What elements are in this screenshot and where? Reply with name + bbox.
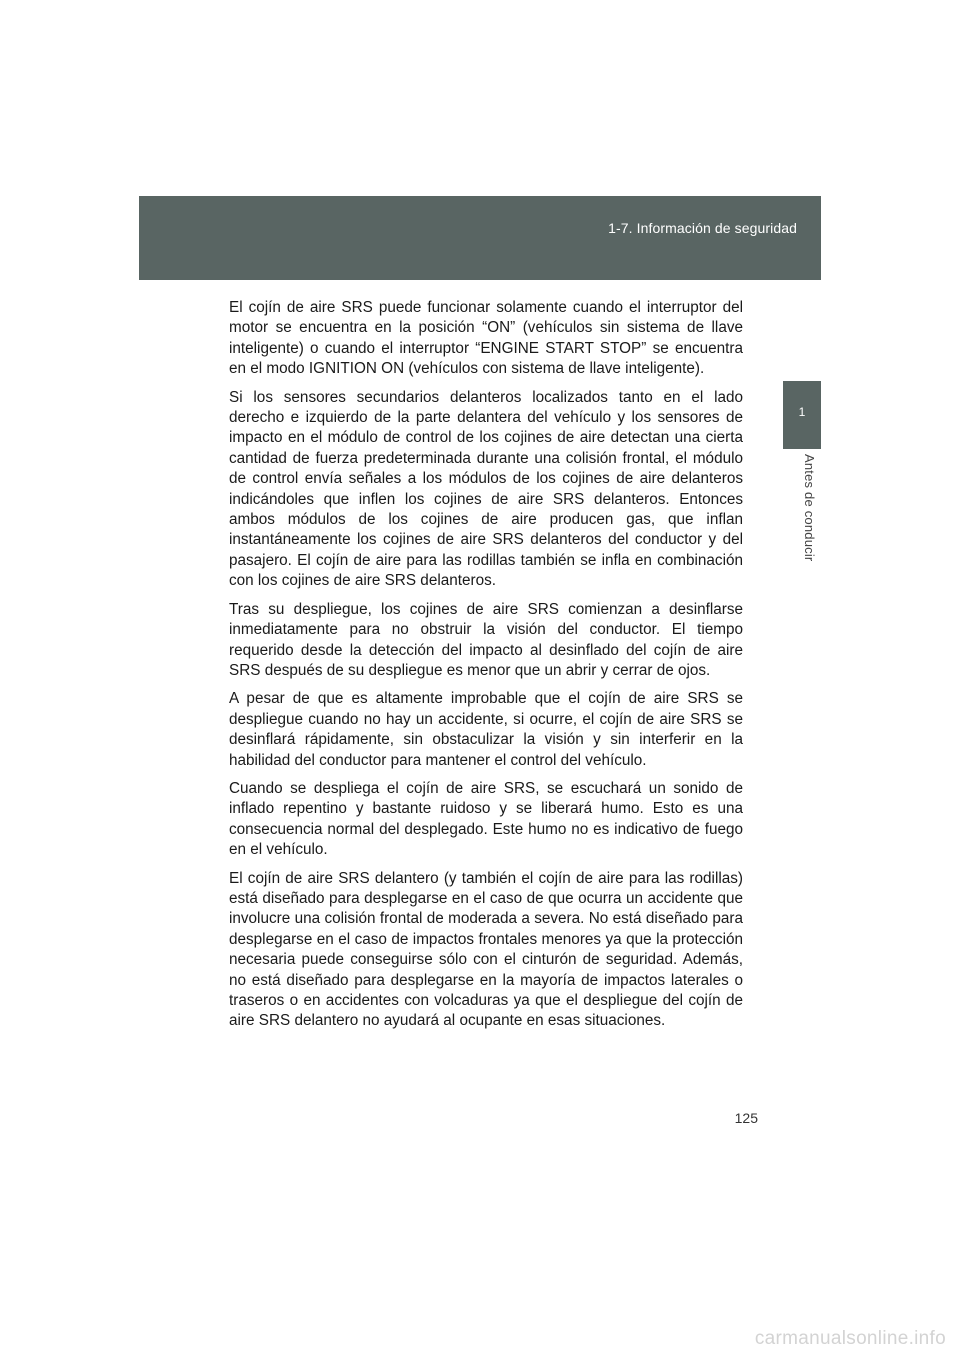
chapter-title: Antes de conducir <box>802 454 817 562</box>
chapter-tab <box>783 381 821 449</box>
chapter-number: 1 <box>798 405 806 419</box>
paragraph: A pesar de que es altamente improbable que el cojín de aire SRS se despliegue cuando no hay un accidente, si ocurre, el cojín de aire SRS se desinflará rápidamente, sin obstaculizar la visión y sin interferir en la habilidad del conductor para mantener el control del vehículo. <box>229 690 743 769</box>
paragraph: El cojín de aire SRS puede funcionar solamente cuando el interruptor del motor se encuentra en la posición “ON” (vehículos sin sistema de llave inteligente) o cuando el interruptor “ENGINE START STOP” se encuentra en el modo IGNITION ON (vehículos con sistema de llave inteligente). <box>229 299 743 378</box>
paragraph: Cuando se despliega el cojín de aire SRS, se escuchará un sonido de inflado repentino y bastante ruidoso y se liberará humo. Esto es una consecuencia normal del desplegado. Este humo no es indicativo de fuego en el vehículo. <box>229 779 743 859</box>
paragraph: El cojín de aire SRS delantero (y también el cojín de aire para las rodillas) está diseñado para desplegarse en el caso de que ocurra un accidente que involucre una colisión frontal de moderada a severa. No está diseñado para desplegarse en el caso de impactos frontales menores ya que la protección necesaria puede conseguirse sólo con el cinturón de seguridad. Además, no está diseñado para desplegarse en la mayoría de impactos laterales o traseros o en accidentes con volcaduras ya que el despliegue del cojín de aire SRS delantero no ayudará al ocupante en esas situaciones. <box>229 869 743 1030</box>
page-number: 125 <box>734 1110 758 1126</box>
section-header-band <box>139 196 821 280</box>
paragraph: Si los sensores secundarios delanteros localizados tanto en el lado derecho e izquierdo de la parte delantera del vehículo y los sensores de impacto en el módulo de control de los cojines de aire detectan una cierta cantidad de fuerza predeterminada durante una colisión frontal, el módulo de control envía señales a los módulos de los cojines de aire delanteros indicándoles que inflen los cojines de aire SRS delanteros. Entonces ambos módulos de los cojines de aire producen gas, que inflan instantáneamente los cojines de aire SRS delanteros del conductor y del pasajero. El cojín de aire para las rodillas también se infla en combinación con los cojines de aire SRS delanteros. <box>229 388 743 590</box>
section-title: 1-7. Información de seguridad <box>608 220 797 236</box>
paragraph: Tras su despliegue, los cojines de aire SRS comienzan a desinflarse inmediatamente para no obstruir la visión del conductor. El tiempo requerido desde la detección del impacto al desinflado del cojín de aire SRS después de su despliegue es menor que un abrir y cerrar de ojos. <box>229 600 743 679</box>
body-text <box>229 298 743 1040</box>
watermark: carmanualsonline.info <box>754 1328 946 1349</box>
